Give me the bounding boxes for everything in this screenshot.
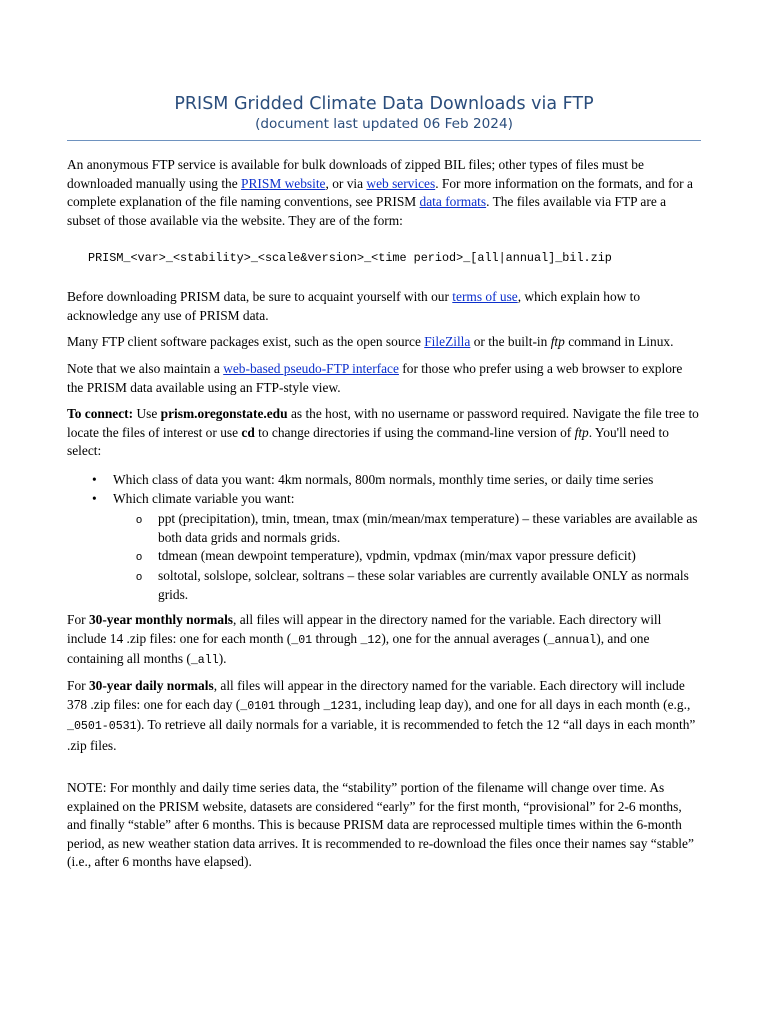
daily-normals-bold: 30-year daily normals [88,678,214,693]
daily-text-5: ). To retrieve all daily normals for a variable, it is recommended to fetch the 12 “all days in each month” .zip files. [67,717,696,753]
connect-text-4: . You'll need to select: [67,424,669,459]
clients-paragraph [67,333,701,352]
bullet-item-climate-variable: Which climate variable you want: [113,491,295,506]
code-1231: _1231 [323,699,359,713]
ftp-italic-2: ftp [574,424,589,440]
stability-note-paragraph: NOTE: For monthly and daily time series data, the “stability” portion of the filename will change over time. As explained on the PRISM website, datasets are considered “early” for the first month, “provisional” for 2-6 months, and finally “stable” after 6 months. This is because PRISM data are reprocessed multiple times within the 6-month period, as new weather station data arrives. It is recommended to re-download the files once their names say “stable” (i.e., after 6 months have elapsed). [67,780,694,870]
sub-item-ppt-temperature: ppt (precipitation), tmin, tmean, tmax (min/mean/max temperature) – these variables are available as both data grids and normals grids. [158,511,698,545]
code-12: _12 [360,633,382,647]
page-subtitle: (document last updated 06 Feb 2024) [255,116,513,132]
filezilla-link[interactable]: FileZilla [424,334,471,349]
terms-text-1: Before downloading PRISM data, be sure to acquaint yourself with our [67,289,453,304]
prism-website-link[interactable]: PRISM website [241,175,326,191]
daily-text-1: For [67,678,89,693]
code-annual: _annual [547,633,597,647]
sub-item-solar: soltotal, solslope, solclear, soltrans – these solar variables are currently available ONLY as normals grids. [158,568,689,602]
monthly-normals-paragraph [67,611,701,671]
circle-bullet-icon: o [136,551,143,563]
data-formats-link[interactable]: data formats [419,194,487,210]
code-0501-0531: _0501-0531 [67,720,137,734]
intro-paragraph [67,156,701,230]
code-01: _01 [291,633,313,647]
monthly-text-5: ), and one containing all months ( [67,630,650,667]
monthly-text-6: ). [218,651,227,667]
pseudo-text-2: for those who prefer using a web browser to explore the PRISM data available using an FTP-style view. [67,361,683,395]
filename-pattern: PRISM_<var>_<stability>_<scale&version>_<time period>_[all|annual]_bil.zip [88,251,612,265]
daily-normals-paragraph [67,677,701,755]
connect-label: To connect: [67,406,134,421]
connect-text-1: Use [133,406,161,421]
pseudo-ftp-paragraph [67,360,701,397]
circle-bullet-icon: o [136,514,143,526]
bullet-item-data-class: Which class of data you want: 4km normals, 800m normals, monthly time series, or daily time series [113,472,654,487]
circle-bullet-icon: o [136,571,143,583]
cd-command: cd [241,424,255,440]
intro-text-1: An anonymous FTP service is available for bulk downloads of zipped BIL files; other types of files must be downloaded manually using the [67,157,644,191]
daily-text-3: through [275,696,324,712]
ftp-italic: ftp [550,334,565,349]
daily-text-2: , all files will appear in the directory named for the variable. Each directory will include 378 .zip files: one for each day ( [67,678,685,712]
pseudo-ftp-link[interactable]: web-based pseudo-FTP interface [223,361,399,376]
connect-paragraph [67,405,701,461]
title-underline [67,140,701,141]
intro-text-4: . The files available via FTP are a subset of those available via the website. They are of the form: [67,194,667,228]
code-all: _all [190,654,219,668]
sub-item-dewpoint-vpd: tdmean (mean dewpoint temperature), vpdmin, vpdmax (min/max vapor pressure deficit) [158,548,636,563]
clients-text-2: or the built-in [470,334,551,349]
monthly-text-3: through [312,630,361,646]
terms-paragraph [67,288,701,325]
terms-of-use-link[interactable]: terms of use [452,289,518,304]
page-title: PRISM Gridded Climate Data Downloads via FTP [174,94,594,114]
connect-text-3: to change directories if using the command-line version of [254,424,575,440]
clients-text-1: Many FTP client software packages exist, such as the open source [67,334,425,349]
intro-text-3: . For more information on the formats, and for a complete explanation of the file naming conventions, see PRISM [67,175,693,210]
monthly-text-1: For [67,612,89,627]
monthly-normals-bold: 30-year monthly normals [88,612,234,627]
terms-text-2: , which explain how to acknowledge any use of PRISM data. [67,289,641,323]
host-name: prism.oregonstate.edu [160,406,288,421]
web-services-link[interactable]: web services [366,175,436,191]
title-block [67,93,701,133]
daily-text-4: , including leap day), and one for all days in each month (e.g., [358,696,691,712]
clients-text-3: command in Linux. [564,334,674,349]
code-0101: _0101 [240,699,276,713]
bullet-icon: • [92,491,97,506]
pseudo-text-1: Note that we also maintain a [67,361,224,376]
monthly-text-4: ), one for the annual averages ( [381,630,548,646]
connect-text-2: as the host, with no username or password required. Navigate the file tree to locate the files of interest or use [67,406,699,440]
intro-text-2: , or via [325,175,367,191]
bullet-icon: • [92,472,97,487]
monthly-text-2: , all files will appear in the directory named for the variable. Each directory will include 14 .zip files: one for each month ( [67,612,662,646]
